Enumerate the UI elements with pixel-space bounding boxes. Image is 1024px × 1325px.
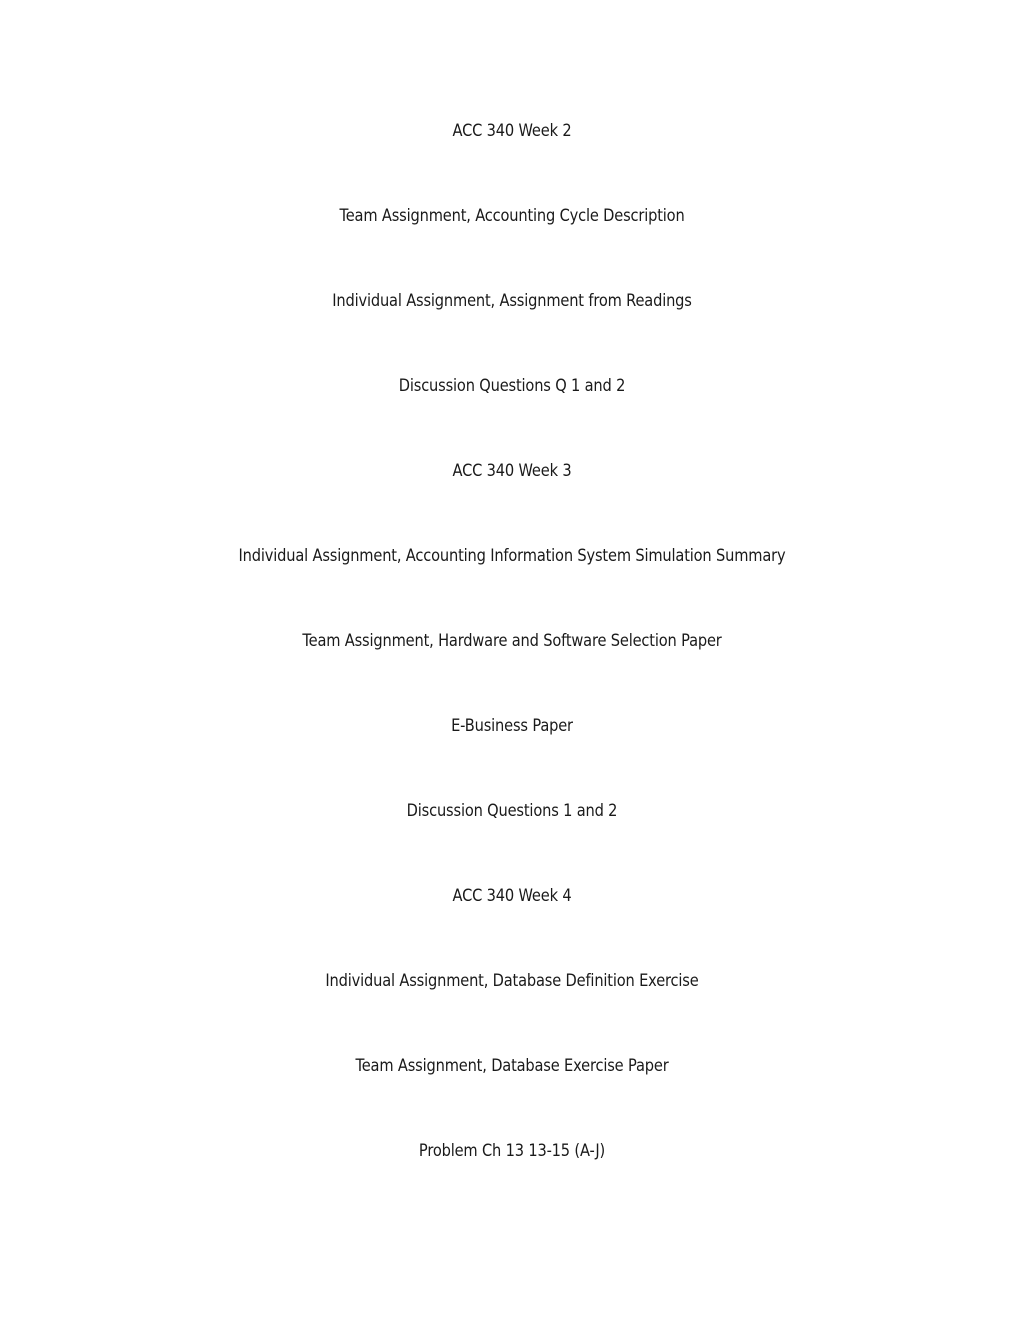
week-heading: ACC 340 Week 4 <box>452 886 572 906</box>
assignment-line: E-Business Paper <box>451 716 573 736</box>
assignment-line: Individual Assignment, Database Definition Exercise <box>325 971 699 991</box>
assignment-line: Individual Assignment, Accounting Information System Simulation Summary <box>238 546 786 566</box>
assignment-line: Discussion Questions 1 and 2 <box>406 801 618 821</box>
assignment-line: Team Assignment, Hardware and Software Selection Paper <box>302 631 722 651</box>
assignment-line: Team Assignment, Accounting Cycle Description <box>339 206 685 226</box>
assignment-line: Discussion Questions Q 1 and 2 <box>398 376 626 396</box>
week-heading: ACC 340 Week 2 <box>452 121 572 141</box>
assignment-line: Team Assignment, Database Exercise Paper <box>355 1056 669 1076</box>
document-text-lines <box>0 119 1024 1224</box>
assignment-line: Problem Ch 13 13-15 (A-J) <box>418 1141 606 1161</box>
assignment-line: Individual Assignment, Assignment from Readings <box>332 291 692 311</box>
week-heading: ACC 340 Week 3 <box>452 461 572 481</box>
